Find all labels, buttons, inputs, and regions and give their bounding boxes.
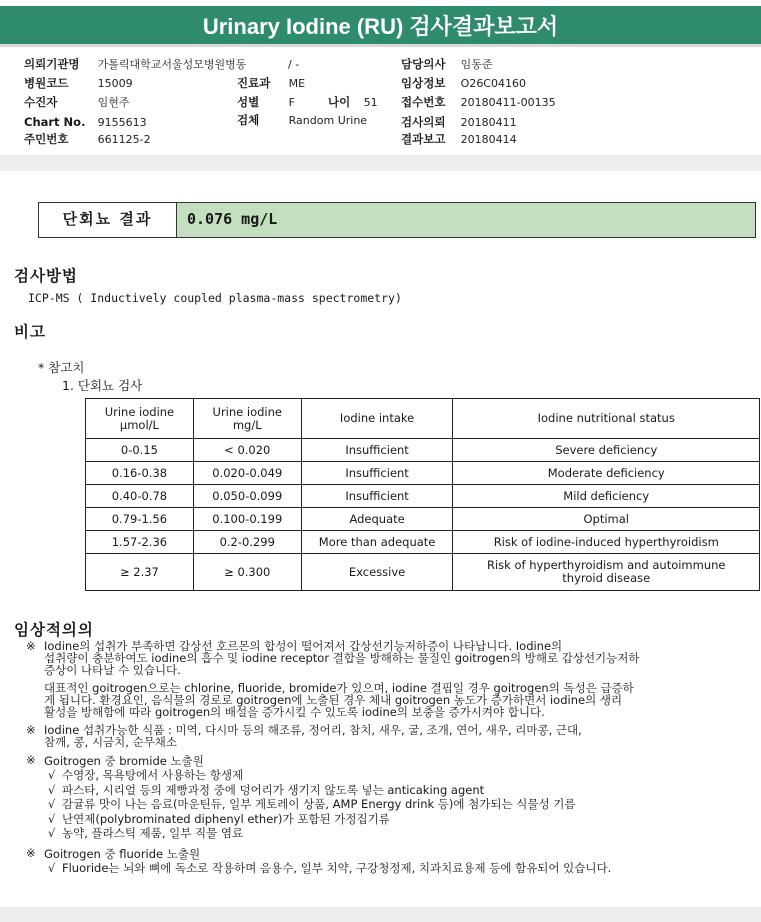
table-header: Urine iodine μmol/L (86, 399, 194, 439)
table-cell: 0.020-0.049 (193, 462, 301, 485)
note-foods (26, 724, 756, 748)
reference-mark: ※ (26, 723, 36, 737)
table-cell: Optimal (453, 508, 760, 531)
table-header: Iodine intake (301, 399, 453, 439)
remarks-title: 비고 (14, 323, 46, 341)
table-cell: < 0.020 (193, 439, 301, 462)
table-header: Urine iodine mg/L (193, 399, 301, 439)
note-line: 게 됩니다. 환경요인, 음식물의 경로로 goitrogen에 노출된 경우 체내 goitrogen 농도가 증가하면서 iodine의 생리 (44, 693, 623, 707)
patient-value: 임현주 (97, 96, 130, 109)
result-label: 단회뇨 결과 (39, 203, 177, 237)
header-info (0, 54, 761, 150)
check-icon: √ (48, 826, 56, 840)
method-title: 검사방법 (14, 267, 78, 285)
hospital-code-label: 병원코드 (24, 76, 69, 90)
report-date-value: 20180414 (460, 133, 517, 146)
chart-no-label: Chart No. (24, 115, 86, 129)
specimen-label: 검체 (237, 113, 260, 127)
note-line: 섭취량이 충분하여도 iodine의 흡수 및 iodine receptor 결합을 방해하는 물질인 goitrogen의 방해로 갑상선기능저하 (44, 651, 640, 665)
note-bromide (26, 754, 756, 841)
report-date-label: 결과보고 (401, 132, 446, 146)
request-date-value: 20180411 (460, 116, 517, 129)
separator-band (0, 155, 761, 171)
table-cell: ≥ 0.300 (193, 554, 301, 591)
table-cell: Excessive (301, 554, 453, 591)
list-item: √ 수영장, 목욕탕에서 사용하는 항생제 (48, 768, 244, 782)
table-cell: ≥ 2.37 (86, 554, 194, 591)
clinical-info-value: O26C04160 (460, 77, 526, 90)
result-value: 0.076 mg/L (177, 203, 755, 237)
check-icon: √ (48, 811, 56, 826)
table-cell: Mild deficiency (453, 485, 760, 508)
check-icon: √ (48, 797, 56, 811)
hospital-code-value: 15009 (97, 77, 133, 90)
table-row (86, 508, 760, 531)
note-line: 참깨, 콩, 시금치, 순무채소 (44, 735, 178, 749)
clinical-title: 임상적의의 (14, 621, 94, 639)
department-label: 진료과 (237, 76, 271, 90)
result-box (38, 202, 756, 238)
reference-mark: ※ (26, 639, 36, 653)
receipt-no-label: 접수번호 (401, 95, 446, 109)
receipt-no-value: 20180411-00135 (460, 96, 556, 109)
check-icon: √ (48, 768, 56, 782)
table-cell: Insufficient (301, 439, 453, 462)
table-cell: 0-0.15 (86, 439, 194, 462)
note-line: Iodine 섭취가능한 식품 : 미역, 다시마 등의 해조류, 정어리, 참치, 새우, 굴, 조개, 연어, 새우, 리마콩, 근대, (44, 723, 582, 737)
institution-value: 가톨릭대학교서울성모병원병동 (97, 58, 247, 71)
table-cell: 1.57-2.36 (86, 531, 194, 554)
table-cell: Risk of iodine-induced hyperthyroidism (453, 531, 760, 554)
note-goitrogen (26, 640, 756, 676)
bottom-band (0, 907, 761, 922)
table-row (86, 554, 760, 591)
request-date-label: 검사의뢰 (401, 115, 446, 129)
check-icon: √ (48, 860, 56, 875)
reference-mark: ※ (26, 753, 36, 767)
table-cell: Adequate (301, 508, 453, 531)
reference-table-header-row (86, 399, 760, 439)
table-cell: 0.050-0.099 (193, 485, 301, 508)
clinical-notes (26, 640, 756, 881)
sex-label: 성별 (237, 95, 260, 109)
list-item: √ 난연제(polybrominated diphenyl ether)가 포함된 가정집기류 (48, 811, 390, 826)
specimen-value: Random Urine (288, 114, 368, 127)
doctor-value: 임동준 (460, 58, 493, 71)
reference-table (85, 398, 760, 591)
list-item: √ 감귤류 맛이 나는 음료(마운틴듀, 일부 게토레이 상품, AMP Energy drink 등)에 첨가되는 식물성 기름 (48, 797, 576, 811)
note-line: 증상이 나타날 수 있습니다. (44, 663, 181, 677)
check-icon: √ (48, 782, 56, 797)
resident-no-value: 661125-2 (97, 133, 151, 146)
age-value: 51 (363, 96, 378, 109)
bromide-title: Goitrogen 중 bromide 노출원 (44, 754, 204, 768)
note-line: 대표적인 goitrogen으로는 chlorine, fluoride, bromide가 있으며, iodine 결핍일 경우 goitrogen의 독성은 급증하 (44, 681, 634, 695)
table-row (86, 439, 760, 462)
patient-label: 수진자 (24, 95, 58, 109)
sex-value: F (288, 96, 295, 109)
table-cell: Insufficient (301, 485, 453, 508)
method-text: ICP-MS ( Inductively coupled plasma-mass spectrometry) (28, 291, 402, 305)
ward-value: / - (288, 58, 300, 71)
list-item: √ 농약, 플라스틱 제품, 일부 직물 염료 (48, 826, 244, 840)
note-goitrogen-detail (26, 682, 756, 718)
note-line: 활성을 방해함에 따라 goitrogen의 배설을 증가시킬 수 있도록 iodine의 보충을 증가시켜야 합니다. (44, 705, 545, 719)
table-cell: 0.16-0.38 (86, 462, 194, 485)
institution-label: 의뢰기관명 (24, 57, 80, 71)
table-cell: 0.40-0.78 (86, 485, 194, 508)
table-cell: 0.100-0.199 (193, 508, 301, 531)
list-item: √ Fluoride는 뇌와 뼈에 독소로 작용하며 음용수, 일부 치약, 구강청정제, 치과치료용제 등에 함유되어 있습니다. (48, 860, 612, 875)
table-cell: Insufficient (301, 462, 453, 485)
table-row (86, 462, 760, 485)
list-item: √ 파스타, 시리얼 등의 제빵과정 중에 덩어리가 생기지 않도록 넣는 anticaking agent (48, 782, 485, 797)
resident-no-label: 주민번호 (24, 132, 69, 146)
chart-no-value: 9155613 (97, 116, 147, 129)
doctor-label: 담당의사 (401, 57, 446, 71)
department-value: ME (288, 77, 306, 90)
table-cell: 0.79-1.56 (86, 508, 194, 531)
reference-subheading: 1. 단회뇨 검사 (62, 378, 143, 393)
table-cell: Moderate deficiency (453, 462, 760, 485)
note-fluoride (26, 847, 756, 876)
reference-heading: * 참고치 (38, 360, 85, 375)
age-label: 나이 (328, 95, 351, 109)
fluoride-title: Goitrogen 중 fluoride 노출원 (44, 846, 201, 861)
table-cell: Risk of hyperthyroidism and autoimmune thyroid disease (453, 554, 760, 591)
report-title: Urinary Iodine (RU) 검사결과보고서 (0, 6, 761, 47)
table-cell: More than adequate (301, 531, 453, 554)
clinical-info-label: 임상정보 (401, 76, 446, 90)
table-cell: 0.2-0.299 (193, 531, 301, 554)
table-cell: Severe deficiency (453, 439, 760, 462)
reference-mark: ※ (26, 845, 36, 860)
note-line: Iodine의 섭취가 부족하면 갑상선 호르몬의 합성이 떨어져서 갑상선기능저하증이 나타납니다. Iodine의 (44, 639, 563, 653)
table-row (86, 485, 760, 508)
table-header: Iodine nutritional status (453, 399, 760, 439)
table-row (86, 531, 760, 554)
